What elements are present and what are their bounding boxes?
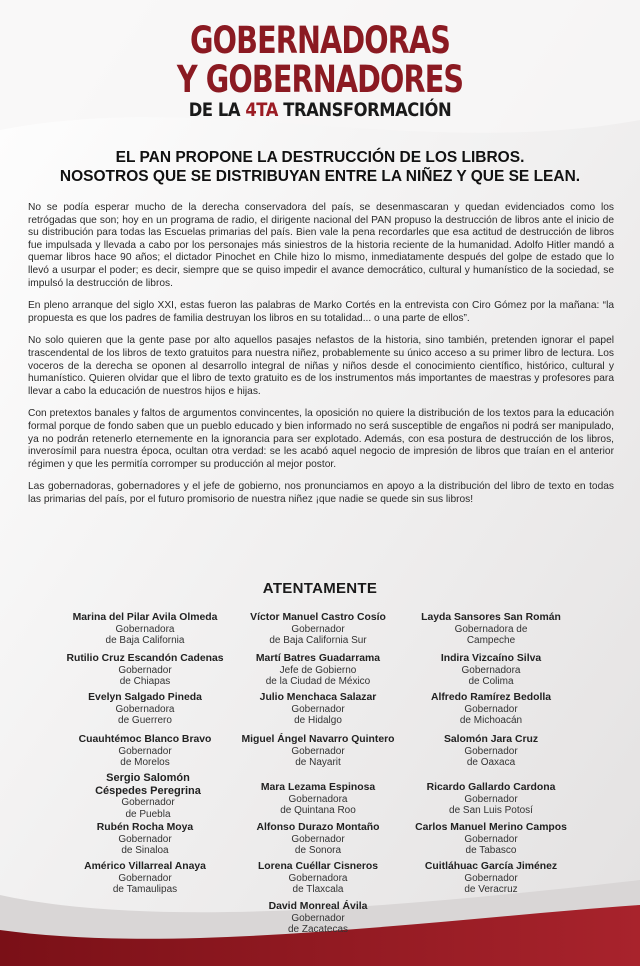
signatory-name: Salomón Jara Cruz [443,734,539,745]
signatory-role: Gobernador [464,793,518,805]
signatory-role: Gobernadora [115,623,175,635]
signatory-state: de Veracruz [464,884,518,895]
signatory [233,734,403,769]
masthead-sub-accent: 4TA [245,99,278,121]
signatory [233,782,403,817]
signatory-state: de Nayarit [295,757,341,768]
masthead-sub-suffix: TRANSFORMACIÓN [277,99,452,121]
signatory-state: de Tabasco [465,845,517,856]
signatory [60,612,230,647]
signatory-name: David Monreal Ávila [268,901,368,912]
signatory-state: de Baja California Sur [269,635,367,646]
signatory-state: de Hidalgo [294,715,342,726]
signatory-name: Ricardo Gallardo Cardona [426,782,556,793]
signatory-state: de Colima [468,676,514,687]
signatory-name: Sergio Salomón Céspedes Peregrina [95,772,201,797]
signatory-role: Gobernador [291,623,345,635]
statement-body [28,202,614,516]
signatory [60,692,230,727]
signatory-role: Gobernador [291,745,345,757]
signatory-state: de Oaxaca [466,757,516,768]
signatory-name: Indira Vizcaíno Silva [440,653,542,664]
signatory-name: Marina del Pilar Avila Olmeda [72,612,218,623]
signatory-name: Layda Sansores San Román [421,612,561,623]
signatory [233,861,403,896]
signatory [60,822,230,857]
signatory-name: Cuauhtémoc Blanco Bravo [78,734,212,745]
signatory-role: Gobernadora [115,703,175,715]
signatory-role: Gobernador [464,703,518,715]
signatory-state: Campeche [466,635,516,646]
signatory-state: de Quintana Roo [280,805,356,816]
signatory-role: Jefe de Gobierno [279,664,357,676]
closing-title: ATENTAMENTE [262,580,378,597]
signatory [60,772,236,820]
headline [40,148,600,186]
signatory-state: de Puebla [125,808,171,820]
signatory-role: Gobernadora [288,872,348,884]
signatory-role: Gobernador [118,745,172,757]
signatory-state: de Tlaxcala [292,884,344,895]
signatory-state: de Baja California [105,635,185,646]
signatory-state: de Morelos [120,757,170,768]
signatory-name: Rubén Rocha Moya [96,822,194,833]
signatory [406,692,576,727]
signatory [233,692,403,727]
signatory-state: de Zacatecas [287,924,349,935]
masthead-line-2: Y GOBERNADORES [176,58,464,101]
signatory-name: Alfredo Ramírez Bedolla [430,692,552,703]
signatory [406,653,576,688]
signatory [406,822,576,857]
signatory-name: Cuitláhuac García Jiménez [424,861,558,872]
signatory-name: Américo Villarreal Anaya [84,861,206,872]
signatory-role: Gobernador [464,833,518,845]
signatory-name: Julio Menchaca Salazar [259,692,377,703]
masthead-line-1: GOBERNADORAS [190,19,450,62]
paragraph-1: No se podía esperar mucho de la derecha conservadora del país, se desenmascaran y quedan evidenciados como los retrógadas que son; hoy en un programa de radio, el dirigente nacional del PAN propuso la destrucción de libros ante el inicio de su distribución para todas las Escuelas primarias del país. Bien vale la pena recordarles que esa actitud de destrucción de libros fue impulsada y llevada a cabo por los personajes más siniestros de la historia reciente de la humanidad. Adolfo Hitler mandó a quemar libros hace 90 años; el dictador Pinochet en Chile hizo lo mismo, inmediatamente después del golpe de estado que lo llevó a usurpar el poder; es decir, siempre que se quiso impedir el avance democrático, cultural y humanístico de la sociedad, se impulsó la destrucción de libros. [28,202,614,289]
signatory-name: Miguel Ángel Navarro Quintero [241,734,395,745]
signatory-state: de Chiapas [119,676,171,687]
signatory-role: Gobernador [291,703,345,715]
signatory [406,861,576,896]
signatory-name: Mara Lezama Espinosa [260,782,376,793]
headline-line-2: NOSOTROS QUE SE DISTRIBUYAN ENTRE LA NIÑEZ Y QUE SE LEAN. [59,168,581,185]
signatory-state: de Sonora [294,845,342,856]
signatory-name: Martí Batres Guadarrama [255,653,381,664]
paragraph-2: En pleno arranque del siglo XXI, estas fueron las palabras de Marko Cortés en la entrevista con Ciro Gómez por la mañana: “la propuesta es que los padres de familia destruyan los libros en su totalidad... o una parte de ellos”. [28,300,614,324]
paragraph-4: Con pretextos banales y faltos de argumentos convincentes, la oposición no quiere la distribución de los textos para la educación formal porque de fondo saben que un pueblo educado y bien informado no será susceptible de engaños ni podrá ser manipulado, ya no podrán retenerlo eternemente en la ignorancia para ser explotado. Además, con esa postura de destrucción de los libros, inverosímil para nuestra época, ocultan otra verdad: se les acabó aquel negocio de impresión de libros que traían en el anterior régimen y que les permitía corromper su producción al mejor postor. [28,408,614,470]
signatory-name: Víctor Manuel Castro Cosío [250,612,386,623]
signatory [233,653,403,688]
masthead-sub-prefix: DE LA [188,99,246,121]
signatory-name: Alfonso Durazo Montaño [256,822,380,833]
signatory-state: de Guerrero [118,715,172,726]
signatory [60,861,230,896]
paragraph-3: No solo quieren que la gente pase por alto aquellos pasajes nefastos de la historia, sino también, pretenden ignorar el papel trascendental de los libros de texto gratuitos para nuestra niñez, probablemente su único acceso a su primer libro de lectura. Los voceros de la derecha se oponen al desarrollo integral de niñas y niños desde el conocimiento científico, histórico, cultural y humanístico. Quieren olvidar que el libro de texto gratuito es de los instrumentos más importantes de maestras y profesores para llevar a cabo la educación de nuestros hijos e hijas. [28,335,614,397]
signatory-state: de Tamaulipas [112,884,178,895]
signatory-name: Lorena Cuéllar Cisneros [257,861,379,872]
masthead [0,19,640,121]
signatory-role: Gobernador [291,833,345,845]
masthead-subtitle [45,101,595,120]
signatory-state: de Michoacán [459,715,523,726]
signatory-state: de San Luis Potosí [449,805,533,816]
signatory [233,901,403,936]
signatory-role: Gobernador [118,664,172,676]
signatory [60,653,230,688]
signatory-role: Gobernador [118,872,172,884]
signatory-role: Gobernadora [288,793,348,805]
signatory-role: Gobernadora de [454,623,528,635]
signatory-state: de Sinaloa [121,845,169,856]
signatory [60,734,230,769]
paragraph-5: Las gobernadoras, gobernadores y el jefe de gobierno, nos pronunciamos en apoyo a la distribución del libro de texto en todas las primarias del país, por el futuro promisorio de nuestra niñez ¡que nadie se quede sin sus libros! [28,481,614,505]
signatory-role: Gobernador [464,745,518,757]
signatory-role: Gobernador [121,797,175,808]
signatory-role: Gobernadora [461,664,521,676]
signatory-name: Carlos Manuel Merino Campos [415,822,567,833]
signatory-name: Rutilio Cruz Escandón Cadenas [66,653,224,664]
signatory [233,612,403,647]
signatory-state: de la Ciudad de México [265,676,371,687]
headline-line-1: EL PAN PROPONE LA DESTRUCCIÓN DE LOS LIBROS. [115,149,525,166]
signatory-role: Gobernador [118,833,172,845]
signatory [406,612,576,647]
signatory-role: Gobernador [464,872,518,884]
signatory [406,782,576,817]
signatory-name: Evelyn Salgado Pineda [88,692,202,703]
signatory-role: Gobernador [291,912,345,924]
signatory [406,734,576,769]
signatory [233,822,403,857]
